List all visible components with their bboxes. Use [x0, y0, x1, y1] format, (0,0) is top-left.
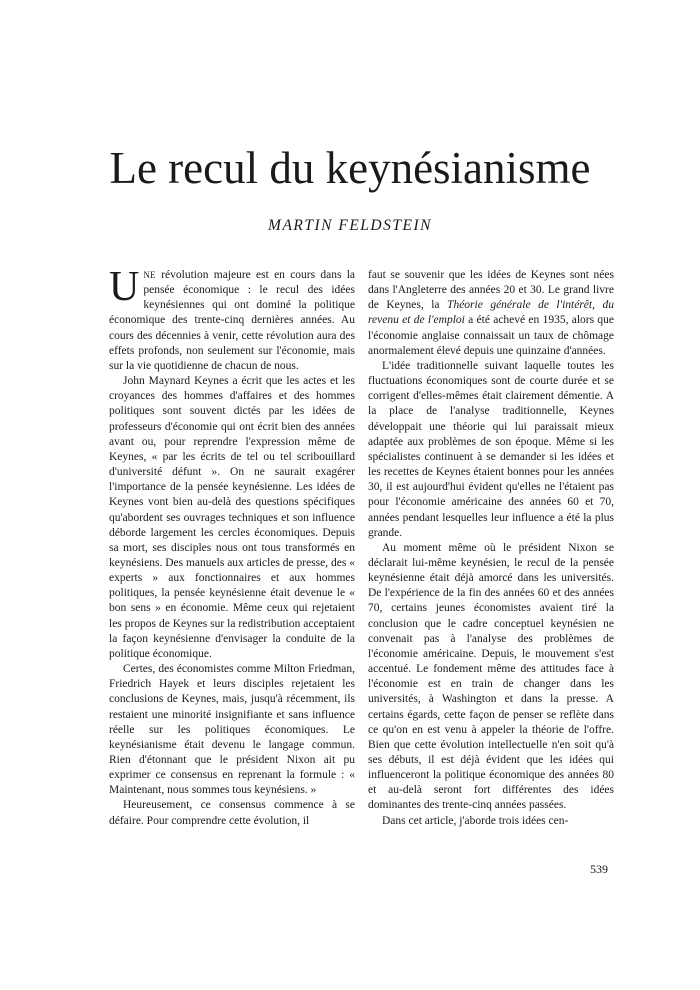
page-number: 539	[590, 862, 608, 876]
article-author: MARTIN FELDSTEIN	[268, 217, 432, 234]
paragraph-traditional-idea: L'idée traditionnelle suivant laquelle toutes les fluctuations économiques sont de courte durée et se corrigent d'elles-mêmes était clairement démentie. A la place de l'analyse traditionnelle, Keynes développait une théorie qui lui paraissait mieux adaptée aux problèmes de son époque. Même si les spécialistes continuent à se demander si les idées et les recettes de Keynes étaient bonnes pour les années 30, il est aujourd'hui évident qu'elles ne l'étaient pas pour l'économie américaine des années 60 et 70, années pendant lesquelles leur influence a été la plus grande.	[368, 359, 614, 539]
book-title-italic: Théorie générale de l'intérêt, du revenu et de l'emploi	[368, 299, 614, 327]
small-caps-lead: NE	[143, 270, 156, 280]
paragraph-friedman-hayek: Certes, des économistes comme Milton Friedman, Friedrich Hayek et leurs disciples rejetaient les conclusions de Keynes, mais, jusqu'à récemment, ils restaient une minorité insignifiante et sans influence réelle sur les politiques économiques. Le keynésianisme était devenu le langage commun. Rien d'étonnant que le président Nixon ait pu exprimer ce consensus en reprenant la formule : « Maintenant, nous sommes tous keynésiens. »	[109, 663, 355, 797]
right-column	[368, 268, 614, 829]
paragraph-nixon: Au moment même où le président Nixon se déclarait lui-même keynésien, le recul de la pensée keynésienne était déjà amorcé dans les universités. De l'expérience de la fin des années 60 et des années 70, certains jeunes économistes avaient tiré la conclusion que le cadre conceptuel keynésien ne convenait pas à l'analyse des problèmes de l'économie américaine. Depuis, le mouvement s'est accentué. Le fondement même des attitudes face à l'économie est en train de changer dans les universités, à Washington et dans la presse. A certains égards, cette façon de penser se reflète dans ce qu'on en est venu à appeler la théorie de l'offre. Bien que cette évolution intellectuelle n'en soit qu'à ses débuts, il est déjà évident que les idées qui influenceront la politique économique des années 80 et au-delà seront fort différentes des idées dominantes des trente-cinq années passées.	[368, 541, 614, 812]
paragraph-keynes-quote: John Maynard Keynes a écrit que les actes et les croyances des hommes d'affaires et des hommes politiques sont souvent dictés par les idées de professeurs d'économie qui ont écrit bien des années avant ou, pour reprendre l'expression même de Keynes, « par les écrits de tel ou tel scribouillard d'université défunt ». On ne saurait exagérer l'importance de la pensée keynésienne. Les idées de Keynes vont bien au-delà des questions spécifiques qu'abordent ses ouvrages techniques et son influence déborde largement les cercles économiques. Depuis sa mort, ses disciples nous ont tous transformés en keynésiens. Des manuels aux articles de presse, des « experts » aux fonctionnaires et aux hommes politiques, la pensée keynésienne était devenue le « bon sens » en économie. Même ceux qui rejetaient les propos de Keynes sur la redistribution acceptaient la façon keynésienne d'envisager la conduite de la politique économique.	[109, 375, 355, 660]
paragraph-three-ideas: Dans cet article, j'aborde trois idées cen-	[382, 814, 569, 827]
article-title: Le recul du keynésianisme	[109, 143, 591, 193]
left-column	[109, 264, 355, 829]
paragraph-intro-text: révolution majeure est en cours dans la pensée économique : le recul des idées keynésiennes qui ont dominé la politique économique des trente-cinq dernières années. Au cours des décennies à venir, cette révolution aura des effets profonds, non seulement sur l'économie, mais sur la vie quotidienne de chacun de nous.	[109, 269, 355, 372]
paragraph-consensus: Heureusement, ce consensus commence à se défaire. Pour comprendre cette évolution, il	[109, 799, 355, 827]
drop-cap: U	[109, 264, 140, 310]
paragraph-intro	[109, 264, 355, 374]
paragraph-general-theory	[368, 268, 614, 359]
paragraph-general-theory-text-a: faut se souvenir que les idées de Keynes sont nées dans l'Angleterre des années 20 et 30. Le grand livre de Keynes, la	[368, 269, 614, 312]
paragraph-general-theory-text-b: a été achevé en 1935, alors que l'économie anglaise connaissait un taux de chômage anormalement élevé depuis une quinzaine d'années.	[368, 314, 614, 357]
